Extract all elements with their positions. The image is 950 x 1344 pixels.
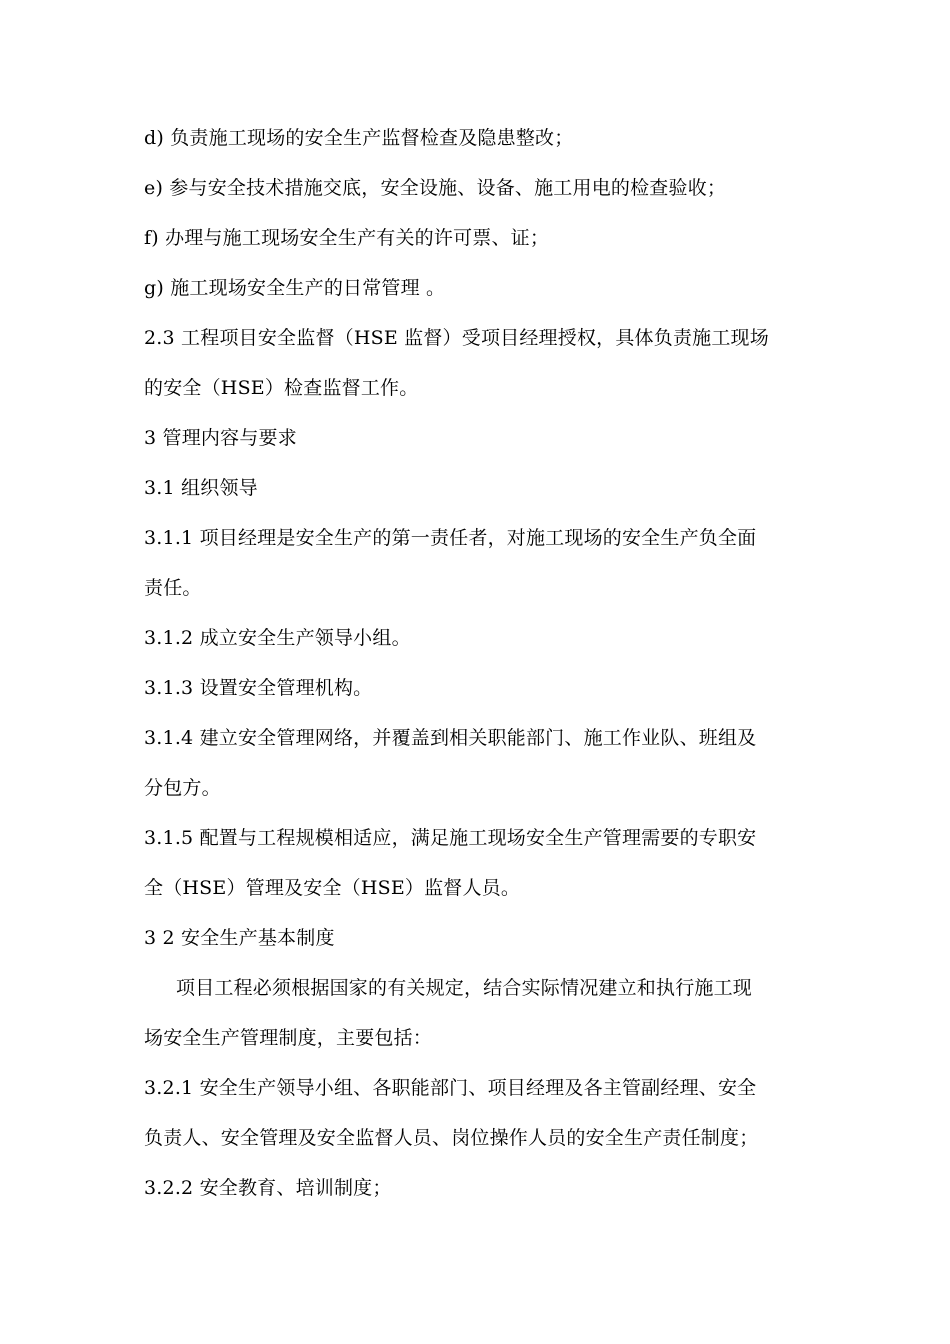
item-f: f) 办理与施工现场安全生产有关的许可票、证； <box>144 227 550 249</box>
item-d: d) 负责施工现场的安全生产监督检查及隐患整改； <box>144 127 574 149</box>
item-g: g) 施工现场安全生产的日常管理 。 <box>144 277 446 299</box>
section-3-1-5-line-2: 全（HSE）管理及安全（HSE）监督人员。 <box>144 877 521 899</box>
paragraph-line-2: 场安全生产管理制度，主要包括： <box>144 1027 433 1049</box>
section-3-1-5-line-1: 3.1.5 配置与工程规模相适应，满足施工现场安全生产管理需要的专职安 <box>144 827 757 849</box>
section-3-1-2: 3.1.2 成立安全生产领导小组。 <box>144 627 411 649</box>
section-2-3-line-2: 的安全（HSE）检查监督工作。 <box>144 377 419 399</box>
section-3-1-1-line-1: 3.1.1 项目经理是安全生产的第一责任者，对施工现场的安全生产负全面 <box>144 527 757 549</box>
section-3-1-4-line-1: 3.1.4 建立安全管理网络，并覆盖到相关职能部门、施工作业队、班组及 <box>144 727 757 749</box>
section-3-2-heading: 3 2 安全生产基本制度 <box>144 927 335 949</box>
section-3-2-2: 3.2.2 安全教育、培训制度； <box>144 1177 392 1199</box>
item-e: e) 参与安全技术措施交底，安全设施、设备、施工用电的检查验收； <box>144 177 727 199</box>
section-3-2-1-line-1: 3.2.1 安全生产领导小组、各职能部门、项目经理及各主管副经理、安全 <box>144 1077 757 1099</box>
section-3-1-heading: 3.1 组织领导 <box>144 477 258 499</box>
section-3-1-1-line-2: 责任。 <box>144 577 202 599</box>
paragraph-line-1: 项目工程必须根据国家的有关规定，结合实际情况建立和执行施工现 <box>176 977 753 999</box>
section-3-1-4-line-2: 分包方。 <box>144 777 221 799</box>
section-2-3-line-1: 2.3 工程项目安全监督（HSE 监督）受项目经理授权，具体负责施工现场 <box>144 327 769 349</box>
section-3-1-3: 3.1.3 设置安全管理机构。 <box>144 677 373 699</box>
section-3-heading: 3 管理内容与要求 <box>144 427 297 449</box>
section-3-2-1-line-2: 负责人、安全管理及安全监督人员、岗位操作人员的安全生产责任制度； <box>144 1127 759 1149</box>
